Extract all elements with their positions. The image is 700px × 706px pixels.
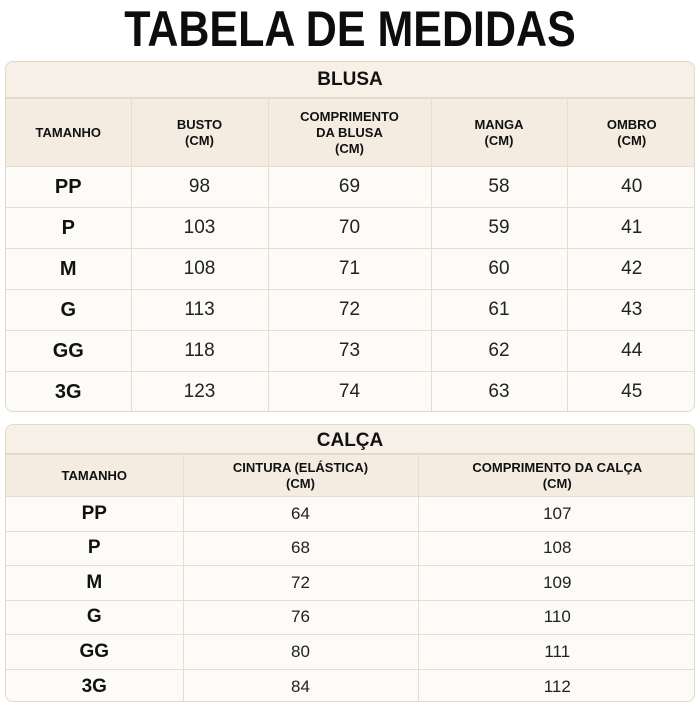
blusa-value-cell: 40 [567,167,695,208]
blusa-value-cell: 60 [431,249,567,290]
calca-size-cell: P [6,531,183,566]
blusa-value-cell: 70 [268,208,431,249]
calca-table-row [6,669,695,702]
calca-value-cell: 72 [183,566,418,601]
page-title: TABELA DE MEDIDAS [124,1,576,57]
calca-value-cell: 111 [418,635,695,670]
blusa-value-cell: 43 [567,290,695,331]
blusa-header-row [6,99,695,167]
blusa-size-cell: M [6,249,131,290]
blusa-value-cell: 113 [131,290,268,331]
blusa-value-cell: 62 [431,331,567,372]
calca-value-cell: 110 [418,600,695,635]
calca-size-cell: 3G [6,669,183,702]
blusa-size-cell: P [6,208,131,249]
blusa-table-row [6,208,695,249]
blusa-measurements-table [6,98,695,412]
calca-table-row [6,497,695,532]
blusa-value-cell: 59 [431,208,567,249]
calca-size-cell: M [6,566,183,601]
calca-column-header [183,455,418,497]
calca-table-card [5,424,695,702]
calca-table-row [6,566,695,601]
blusa-value-cell: 45 [567,372,695,413]
blusa-value-cell: 41 [567,208,695,249]
blusa-value-cell: 123 [131,372,268,413]
calca-column-header [6,455,183,497]
calca-column-header-line: (CM) [286,475,315,491]
blusa-section-title: BLUSA [6,62,694,98]
blusa-column-header [268,99,431,167]
calca-column-header-line: TAMANHO [61,467,127,483]
blusa-size-cell: G [6,290,131,331]
blusa-column-header-line: DA BLUSA [316,124,383,140]
calca-value-cell: 84 [183,669,418,702]
blusa-value-cell: 98 [131,167,268,208]
blusa-value-cell: 118 [131,331,268,372]
calca-column-header-line: COMPRIMENTO DA CALÇA [472,459,643,475]
blusa-size-cell: 3G [6,372,131,413]
blusa-column-header-line: (CM) [617,132,647,148]
calca-value-cell: 109 [418,566,695,601]
blusa-table-row [6,372,695,413]
blusa-value-cell: 61 [431,290,567,331]
calca-column-header-line: CINTURA (ELÁSTICA) [232,459,369,475]
calca-size-cell: PP [6,497,183,532]
calca-value-cell: 68 [183,531,418,566]
blusa-size-cell: GG [6,331,131,372]
blusa-table-row [6,167,695,208]
blusa-column-header-line: (CM) [185,132,214,148]
calca-measurements-table [6,454,695,702]
blusa-value-cell: 72 [268,290,431,331]
blusa-column-header-line: OMBRO [606,116,657,132]
blusa-column-header-line: (CM) [335,140,364,156]
blusa-table-row [6,249,695,290]
calca-value-cell: 64 [183,497,418,532]
blusa-value-cell: 73 [268,331,431,372]
blusa-column-header-line: TAMANHO [35,124,101,140]
calca-table-row [6,600,695,635]
calca-value-cell: 107 [418,497,695,532]
blusa-table-card [5,61,695,412]
calca-column-header-line: (CM) [542,475,572,491]
blusa-value-cell: 58 [431,167,567,208]
blusa-value-cell: 71 [268,249,431,290]
blusa-column-header [567,99,695,167]
blusa-column-header-line: MANGA [474,116,524,132]
calca-value-cell: 80 [183,635,418,670]
calca-size-cell: GG [6,635,183,670]
blusa-value-cell: 44 [567,331,695,372]
calca-table-row [6,531,695,566]
calca-value-cell: 108 [418,531,695,566]
blusa-value-cell: 42 [567,249,695,290]
calca-header-row [6,455,695,497]
blusa-column-header [431,99,567,167]
blusa-value-cell: 103 [131,208,268,249]
calca-table-row [6,635,695,670]
blusa-table-row [6,290,695,331]
blusa-value-cell: 74 [268,372,431,413]
calca-column-header [418,455,695,497]
blusa-value-cell: 69 [268,167,431,208]
blusa-column-header [131,99,268,167]
calca-section-title: CALÇA [6,425,694,454]
blusa-size-cell: PP [6,167,131,208]
blusa-column-header-line: BUSTO [176,116,223,132]
blusa-column-header-line: (CM) [484,132,514,148]
calca-size-cell: G [6,600,183,635]
blusa-value-cell: 108 [131,249,268,290]
blusa-column-header [6,99,131,167]
blusa-column-header-line: COMPRIMENTO [300,108,399,124]
blusa-value-cell: 63 [431,372,567,413]
calca-value-cell: 76 [183,600,418,635]
blusa-table-row [6,331,695,372]
calca-value-cell: 112 [418,669,695,702]
